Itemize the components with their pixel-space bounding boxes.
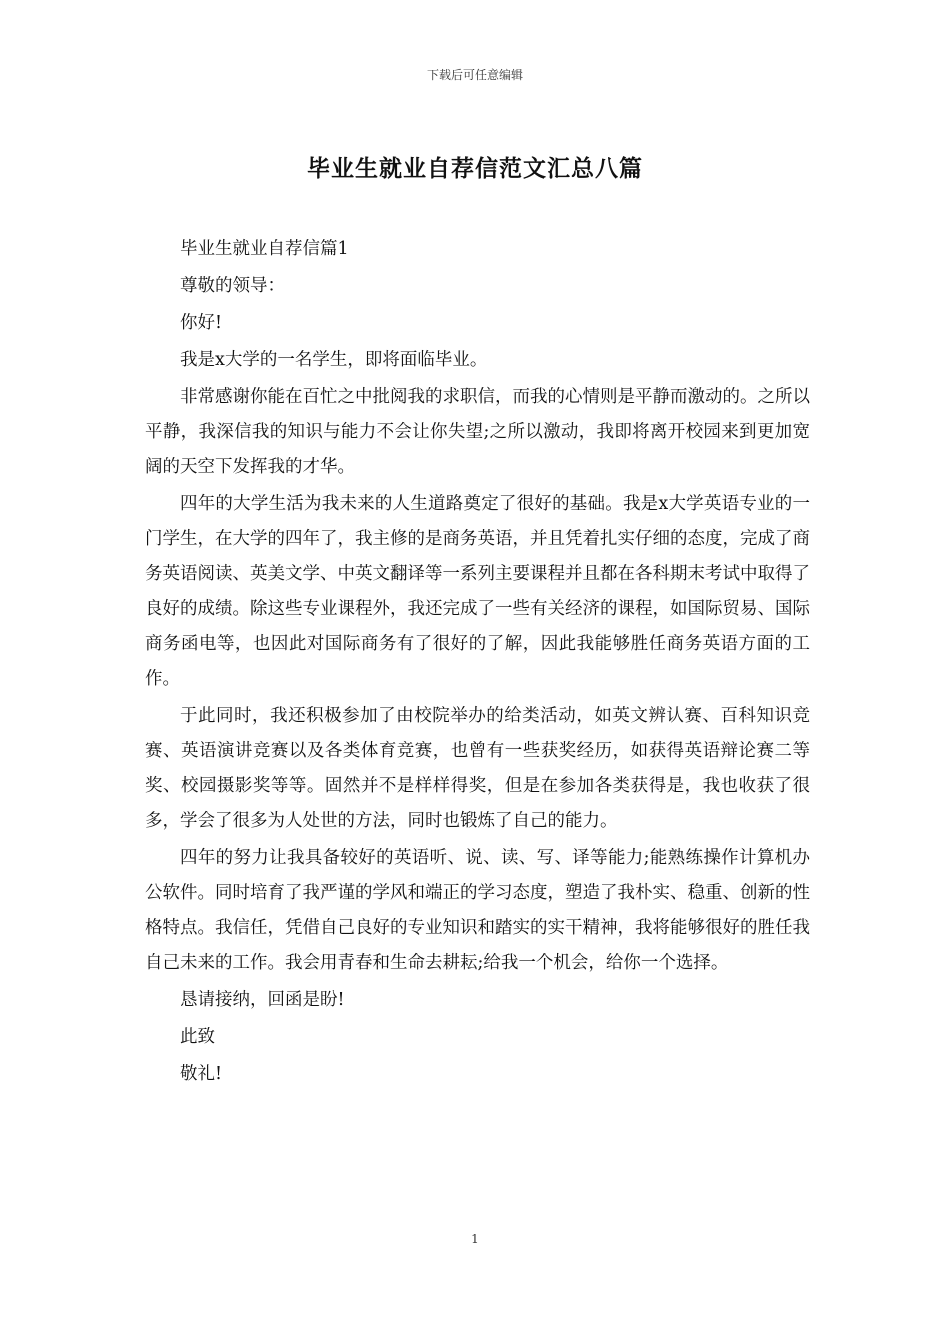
body-paragraph: 非常感谢你能在百忙之中批阅我的求职信，而我的心情则是平静而激动的。之所以平静，我深信我的知识与能力不会让你失望;之所以激动，我即将离开校园来到更加宽阔的天空下发挥我的才华。 [145, 387, 810, 477]
letter-heading: 毕业生就业自荐信篇1 [180, 239, 349, 259]
closing-request: 恳请接纳，回函是盼! [180, 990, 345, 1010]
closing-phrase: 此致 [180, 1027, 215, 1047]
letter-body [145, 232, 810, 1094]
closing-salute: 敬礼! [180, 1064, 223, 1084]
page-number: 1 [471, 1232, 479, 1246]
header-note: 下载后可任意编辑 [426, 68, 523, 82]
document-title: 毕业生就业自荐信范文汇总八篇 [307, 155, 643, 182]
body-paragraph: 于此同时，我还积极参加了由校院举办的给类活动，如英文辨认赛、百科知识竞赛、英语演讲竞赛以及各类体育竞赛，也曾有一些获奖经历，如获得英语辩论赛二等奖、校园摄影奖等等。固然并不是样样得奖，但是在参加各类获得是，我也收获了很多，学会了很多为人处世的方法，同时也锻炼了自己的能力。 [145, 706, 810, 831]
body-paragraph: 我是x大学的一名学生，即将面临毕业。 [180, 350, 488, 370]
body-paragraph: 四年的努力让我具备较好的英语听、说、读、写、译等能力;能熟练操作计算机办公软件。同时培育了我严谨的学风和端正的学习态度，塑造了我朴实、稳重、创新的性格特点。我信任，凭借自己良好的专业知识和踏实的实干精神，我将能够很好的胜任我自己未来的工作。我会用青春和生命去耕耘;给我一个机会，给你一个选择。 [145, 848, 810, 973]
body-paragraph: 四年的大学生活为我未来的人生道路奠定了很好的基础。我是x大学英语专业的一门学生，在大学的四年了，我主修的是商务英语，并且凭着扎实仔细的态度，完成了商务英语阅读、英美文学、中英文翻译等一系列主要课程并且都在各科期末考试中取得了良好的成绩。除这些专业课程外，我还完成了一些有关经济的课程，如国际贸易、国际商务函电等，也因此对国际商务有了很好的了解，因此我能够胜任商务英语方面的工作。 [145, 494, 810, 689]
greeting: 你好! [180, 313, 223, 333]
salutation: 尊敬的领导： [180, 276, 285, 296]
